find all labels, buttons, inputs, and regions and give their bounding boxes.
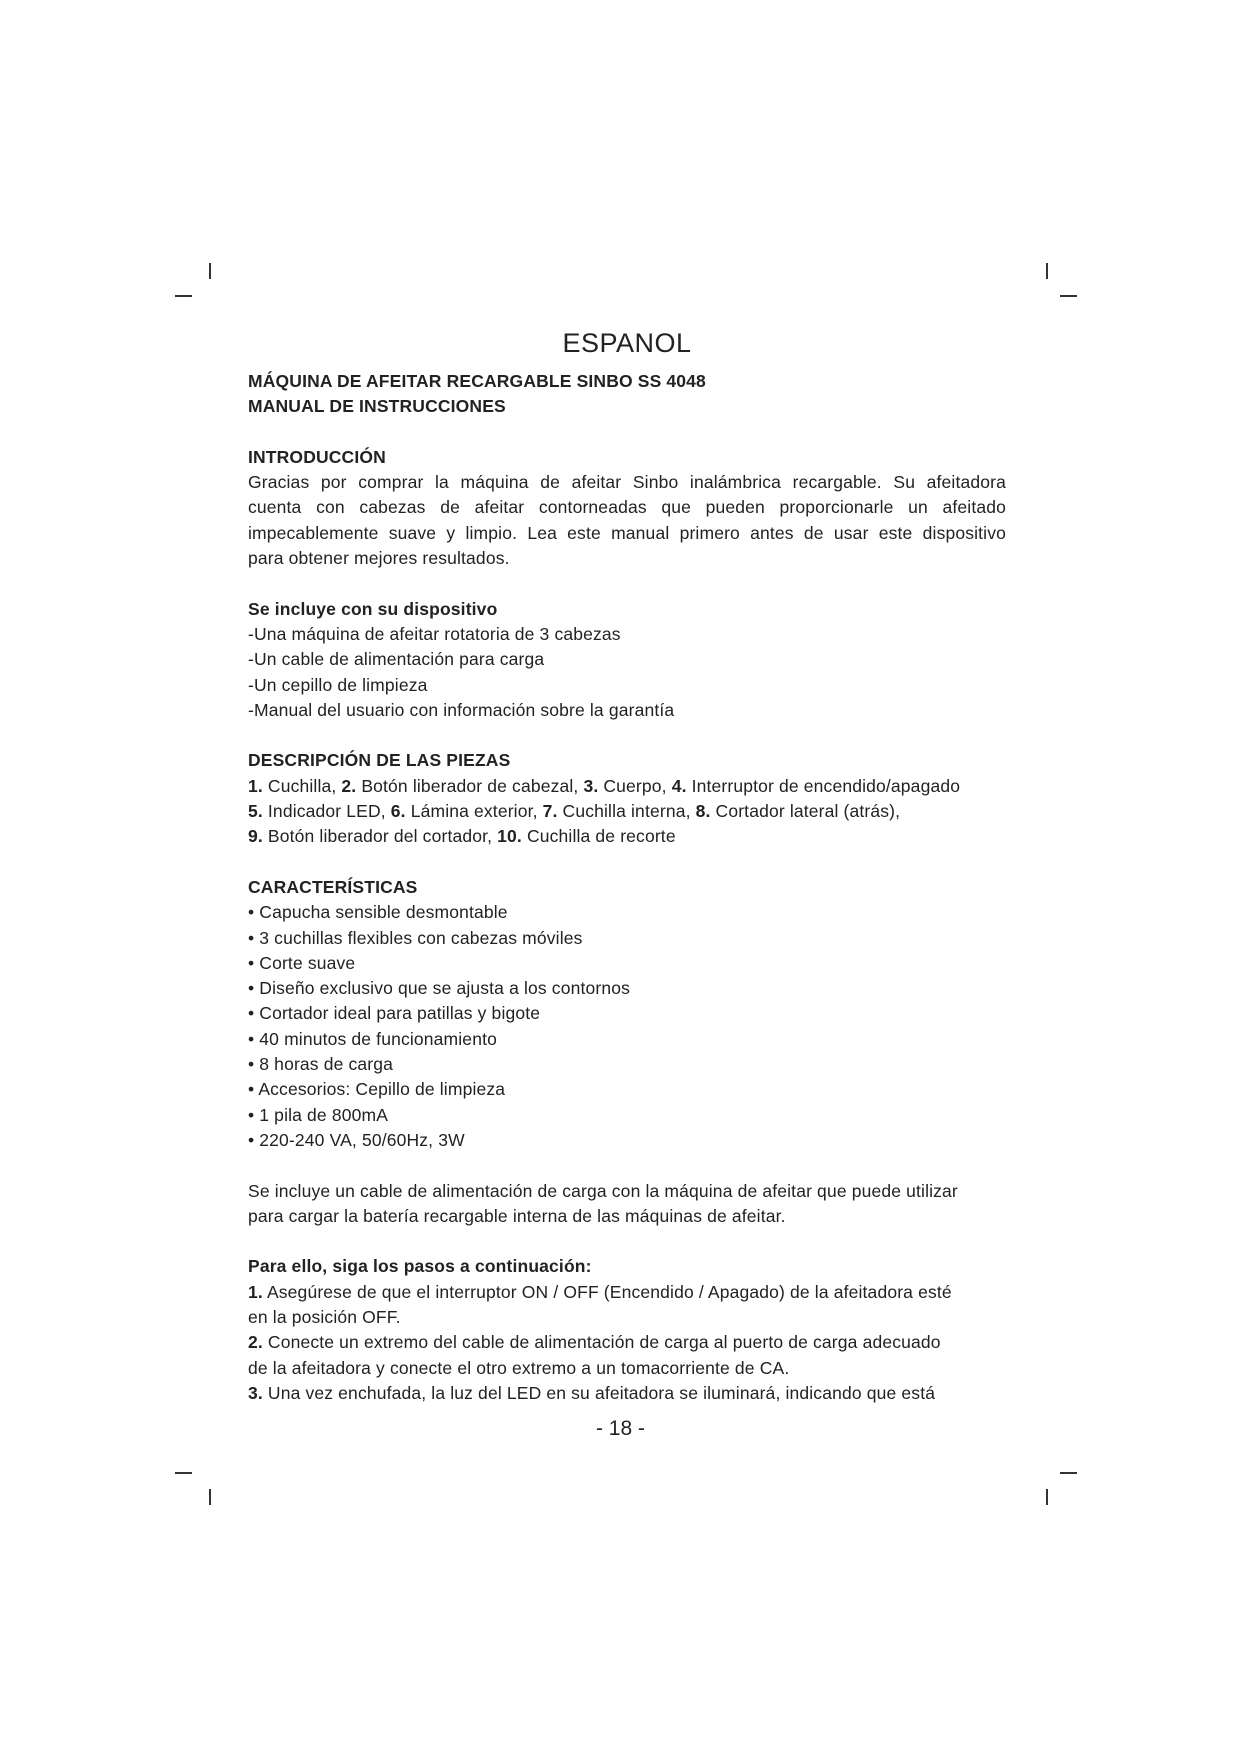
crop-mark (209, 1489, 211, 1505)
part-number: 2. (341, 775, 357, 796)
included-item: -Una máquina de afeitar rotatoria de 3 cabezas (248, 623, 621, 644)
feature-item: • 8 horas de carga (248, 1054, 394, 1075)
feature-item: • Diseño exclusivo que se ajusta a los contornos (248, 978, 631, 999)
features-heading: CARACTERÍSTICAS (248, 876, 418, 897)
step-line (248, 1381, 1006, 1406)
step-line (248, 1330, 1006, 1355)
parts-line (248, 799, 1006, 824)
step-text: en la posición OFF. (248, 1306, 401, 1327)
step-line (248, 1356, 1006, 1381)
crop-mark (1046, 263, 1048, 279)
feature-item: • Accesorios: Cepillo de limpieza (248, 1079, 506, 1100)
part-name: Cuchilla de recorte (521, 826, 676, 847)
parts-line (248, 824, 1006, 849)
feature-item: • 1 pila de 800mA (248, 1104, 389, 1125)
part-number: 1. (248, 775, 263, 796)
included-heading: Se incluye con su dispositivo (248, 598, 498, 619)
parts-heading: DESCRIPCIÓN DE LAS PIEZAS (248, 750, 511, 771)
language-heading: ESPANOL (562, 328, 692, 358)
cable-note-line: Se incluye un cable de alimentación de carga con la máquina de afeitar que puede utilizar (248, 1180, 958, 1201)
part-number: 10. (497, 826, 522, 847)
parts-line (248, 774, 1006, 799)
manual-page (248, 325, 1006, 1406)
step-text: Conecte un extremo del cable de alimentación de carga al puerto de carga adecuado (262, 1332, 941, 1353)
features-list (248, 900, 1006, 1153)
doc-title: MÁQUINA DE AFEITAR RECARGABLE SINBO SS 4048 (248, 371, 706, 391)
included-list (248, 622, 1006, 723)
included-item: -Un cepillo de limpieza (248, 674, 428, 695)
steps-list (248, 1280, 1006, 1406)
step-text: Una vez enchufada, la luz del LED en su afeitadora se iluminará, indicando que está (262, 1382, 936, 1403)
crop-mark (175, 295, 192, 297)
part-number: 5. (248, 801, 263, 822)
page-number: - 18 - (595, 1417, 645, 1440)
intro-line: Gracias por comprar la máquina de afeitar Sinbo inalámbrica recargable. Su afeitadora (248, 472, 1006, 493)
included-item: -Un cable de alimentación para carga (248, 649, 545, 670)
crop-mark (1060, 1472, 1077, 1474)
step-number: 2. (248, 1332, 263, 1353)
part-number: 3. (583, 775, 599, 796)
step-text: Asegúrese de que el interruptor ON / OFF (Encendido / Apagado) de la afeitadora esté (262, 1281, 952, 1302)
doc-subtitle: MANUAL DE INSTRUCCIONES (248, 396, 506, 417)
part-name: Botón liberador de cabezal, (356, 775, 584, 796)
intro-line: para obtener mejores resultados. (248, 548, 510, 569)
step-number: 3. (248, 1382, 263, 1403)
part-number: 7. (542, 801, 558, 822)
part-name: Interruptor de encendido/apagado (686, 775, 961, 796)
feature-item: • Capucha sensible desmontable (248, 902, 508, 923)
step-line (248, 1305, 1006, 1330)
crop-mark (1046, 1489, 1048, 1505)
feature-item: • 40 minutos de funcionamiento (248, 1028, 497, 1049)
step-line (248, 1280, 1006, 1305)
part-name: Indicador LED, (262, 801, 391, 822)
part-name: Lámina exterior, (405, 801, 543, 822)
part-name: Botón liberador del cortador, (262, 826, 498, 847)
part-number: 6. (390, 801, 406, 822)
part-name: Cortador lateral (atrás), (710, 801, 901, 822)
crop-mark (209, 263, 211, 279)
part-number: 4. (671, 775, 687, 796)
intro-heading: INTRODUCCIÓN (248, 446, 386, 467)
part-name: Cuchilla, (262, 775, 342, 796)
feature-item: • 3 cuchillas flexibles con cabezas móviles (248, 927, 583, 948)
feature-item: • 220-240 VA, 50/60Hz, 3W (248, 1129, 465, 1150)
feature-item: • Cortador ideal para patillas y bigote (248, 1003, 541, 1024)
crop-mark (175, 1472, 192, 1474)
part-number: 9. (248, 826, 263, 847)
step-text: de la afeitadora y conecte el otro extremo a un tomacorriente de CA. (248, 1357, 790, 1378)
part-name: Cuchilla interna, (557, 801, 696, 822)
intro-line: impecablemente suave y limpio. Lea este manual primero antes de usar este dispositivo (248, 522, 1006, 543)
step-number: 1. (248, 1281, 263, 1302)
part-name: Cuerpo, (598, 775, 672, 796)
feature-item: • Corte suave (248, 952, 356, 973)
steps-heading: Para ello, siga los pasos a continuación: (248, 1256, 592, 1277)
crop-mark (1060, 295, 1077, 297)
part-number: 8. (695, 801, 711, 822)
included-item: -Manual del usuario con información sobre la garantía (248, 699, 675, 720)
parts-list (248, 774, 1006, 850)
intro-line: cuenta con cabezas de afeitar contorneadas que pueden proporcionarle un afeitado (248, 497, 1006, 518)
cable-note-line: para cargar la batería recargable interna de las máquinas de afeitar. (248, 1205, 786, 1226)
